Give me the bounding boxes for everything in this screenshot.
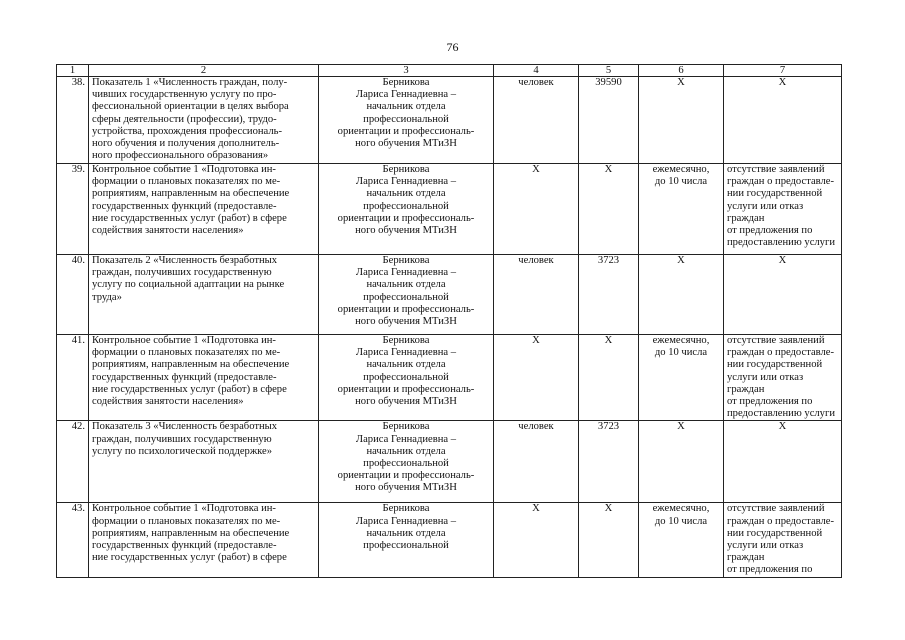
row-note: отсутствие заявлений граждан о предоставле- нии государственной услуги или отказ граждан от предложения по предоставлению услуги (724, 164, 842, 255)
row-description: Контрольное событие 1 «Подготовка ин- формации о плановых показателях по ме- роприятиям, направленным на обеспечение государственных функций (предоставле- ние государственных услуг (работ) в сфере содействия занятости населения» (89, 335, 319, 421)
table-row (57, 503, 842, 577)
row-number: 43. (57, 503, 89, 577)
table-row (57, 164, 842, 255)
row-value: 3723 (579, 421, 639, 503)
row-unit: Х (494, 503, 579, 577)
row-number: 39. (57, 164, 89, 255)
row-number: 40. (57, 255, 89, 335)
column-header: 1 (57, 65, 89, 77)
row-number: 42. (57, 421, 89, 503)
row-period: ежемесячно, до 10 числа (639, 503, 724, 577)
table-row (57, 335, 842, 421)
row-period: ежемесячно, до 10 числа (639, 164, 724, 255)
row-note: Х (724, 421, 842, 503)
row-description: Контрольное событие 1 «Подготовка ин- формации о плановых показателях по ме- роприятиям, направленным на обеспечение государственных функций (предоставле- ние государственных услуг (работ) в сфере содействия занятости населения» (89, 164, 319, 255)
row-unit: человек (494, 255, 579, 335)
column-header: 7 (724, 65, 842, 77)
row-number: 41. (57, 335, 89, 421)
row-unit: человек (494, 421, 579, 503)
row-period: Х (639, 77, 724, 164)
row-unit: Х (494, 335, 579, 421)
row-note: Х (724, 255, 842, 335)
row-responsible: Берникова Лариса Геннадиевна – начальник отдела профессиональной ориентации и профессиональ- ного обучения МТиЗН (319, 164, 494, 255)
row-period: ежемесячно, до 10 числа (639, 335, 724, 421)
row-responsible: Берникова Лариса Геннадиевна – начальник отдела профессиональной (319, 503, 494, 577)
row-period: Х (639, 255, 724, 335)
row-note: отсутствие заявлений граждан о предоставле- нии государственной услуги или отказ граждан от предложения по (724, 503, 842, 577)
column-header: 5 (579, 65, 639, 77)
column-header: 2 (89, 65, 319, 77)
row-description: Показатель 3 «Численность безработных граждан, получивших государственную услугу по психологической поддержке» (89, 421, 319, 503)
table-row (57, 255, 842, 335)
page-number: 76 (446, 40, 459, 54)
row-number: 38. (57, 77, 89, 164)
row-responsible: Берникова Лариса Геннадиевна – начальник отдела профессиональной ориентации и профессиональ- ного обучения МТиЗН (319, 421, 494, 503)
row-value: 39590 (579, 77, 639, 164)
row-responsible: Берникова Лариса Геннадиевна – начальник отдела профессиональной ориентации и профессиональ- ного обучения МТиЗН (319, 77, 494, 164)
row-description: Контрольное событие 1 «Подготовка ин- формации о плановых показателях по ме- роприятиям, направленным на обеспечение государственных функций (предоставле- ние государственных услуг (работ) в сфере (89, 503, 319, 577)
row-unit: человек (494, 77, 579, 164)
data-table (56, 64, 842, 578)
row-value: Х (579, 164, 639, 255)
row-unit: Х (494, 164, 579, 255)
row-period: Х (639, 421, 724, 503)
row-responsible: Берникова Лариса Геннадиевна – начальник отдела профессиональной ориентации и профессиональ- ного обучения МТиЗН (319, 335, 494, 421)
table-row (57, 421, 842, 503)
row-value: Х (579, 503, 639, 577)
table-row (57, 77, 842, 164)
row-note: отсутствие заявлений граждан о предоставле- нии государственной услуги или отказ граждан от предложения по предоставлению услуги (724, 335, 842, 421)
row-value: 3723 (579, 255, 639, 335)
row-note: Х (724, 77, 842, 164)
row-description: Показатель 1 «Численность граждан, полу- чивших государственную услугу по про- фессиональной ориентации в целях выбора сферы деятельности (профессии), трудо- устройства, прохождения профессиональ- ного обучения и получения дополнитель- ного профессионального образования» (89, 77, 319, 164)
row-description: Показатель 2 «Численность безработных граждан, получивших государственную услугу по социальной адаптации на рынке труда» (89, 255, 319, 335)
row-value: Х (579, 335, 639, 421)
table-header-row (57, 65, 842, 77)
row-responsible: Берникова Лариса Геннадиевна – начальник отдела профессиональной ориентации и профессиональ- ного обучения МТиЗН (319, 255, 494, 335)
column-header: 6 (639, 65, 724, 77)
column-header: 3 (319, 65, 494, 77)
column-header: 4 (494, 65, 579, 77)
